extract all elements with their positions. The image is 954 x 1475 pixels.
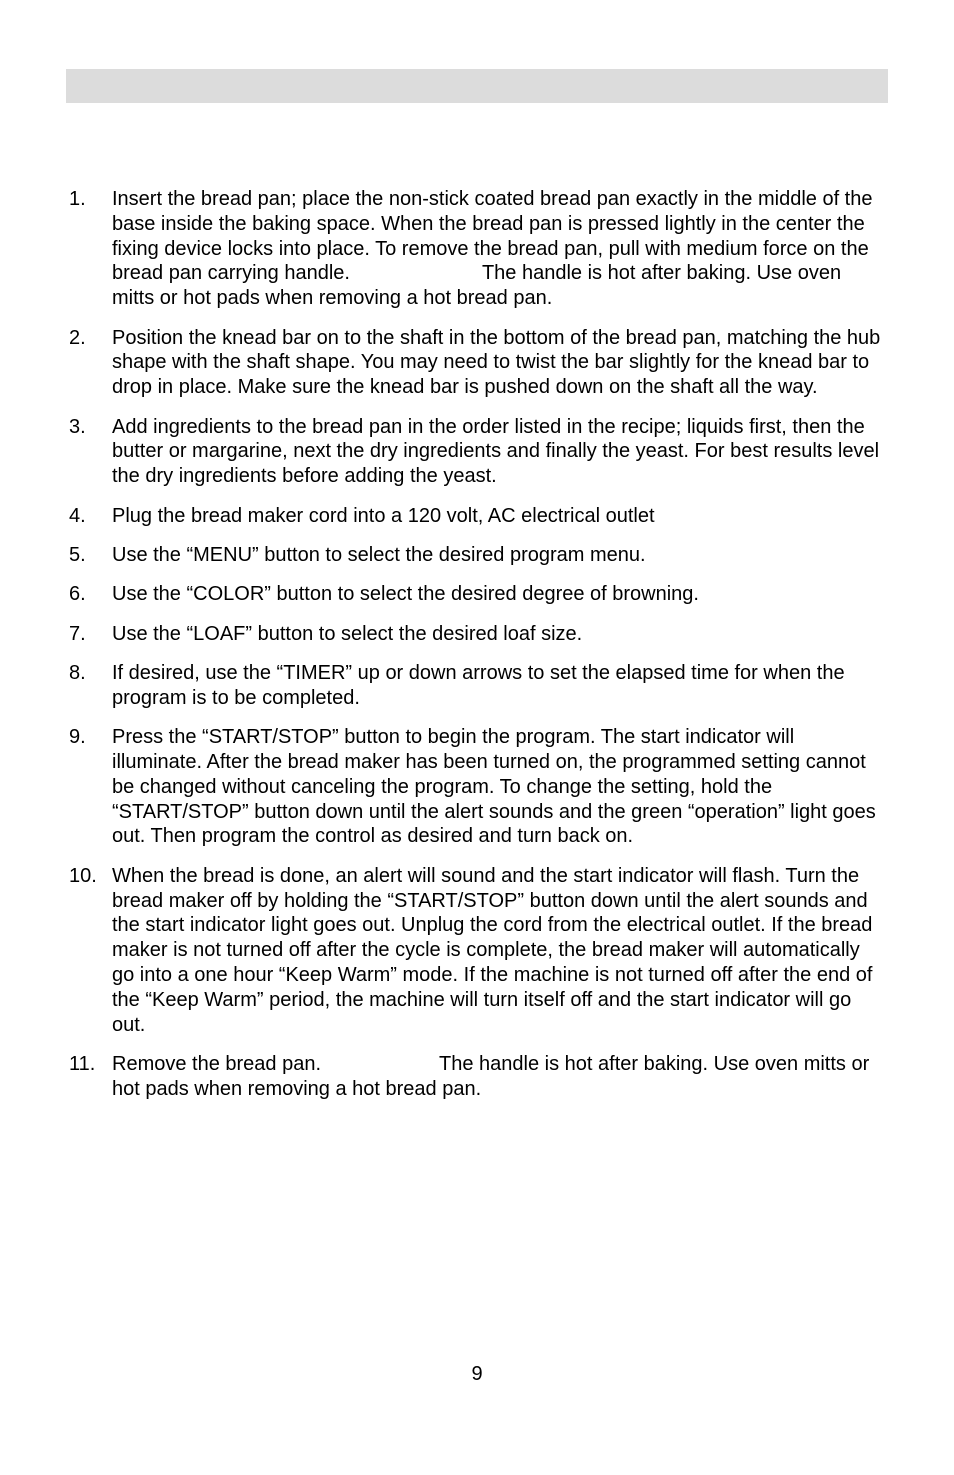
instruction-list	[69, 187, 885, 1116]
step-number: 4.	[69, 504, 86, 527]
step-text	[112, 1052, 885, 1102]
step-number: 8.	[69, 662, 86, 685]
step-number: 9.	[69, 726, 86, 749]
step-number: 1.	[69, 188, 86, 210]
step-number: 2.	[69, 326, 86, 349]
step-number: 7.	[69, 622, 86, 645]
step-number: 11.	[69, 1053, 96, 1076]
list-item	[69, 187, 885, 311]
list-item	[69, 661, 885, 711]
step-number: 6.	[69, 583, 86, 606]
step-text: Position the knead bar on to the shaft in the bottom of the bread pan, matching the hub shape with the shaft shape. You may need to twist the bar slightly for the knead bar to drop in place. Make sure the knead bar is pushed down on the shaft all the way.	[112, 326, 881, 399]
list-item	[69, 543, 885, 568]
step-number: 3.	[69, 415, 86, 438]
list-item	[69, 326, 885, 400]
list-item	[69, 864, 885, 1038]
list-item	[69, 582, 885, 607]
step-text: Use the “LOAF” button to select the desired loaf size.	[112, 622, 583, 645]
step-text-part: Insert the bread pan; place the non-stick coated bread pan exactly in the middle of the base inside the baking space. When the bread pan is pressed lightly in the center the fixing device locks into place. To remove the bread pan, pull with medium force on the bread pan carrying handle.	[112, 188, 873, 285]
list-item	[69, 504, 885, 529]
step-number: 5.	[69, 543, 86, 566]
step-text: When the bread is done, an alert will sound and the start indicator will flash. Turn the bread maker off by holding the “START/STOP” button down until the alert sounds and the start indicator light goes out. Unplug the cord from the electrical outlet. If the bread maker is not turned off after the cycle is complete, the bread maker will automatically go into a one hour “Keep Warm” mode. If the machine is not turned off after the end of the “Keep Warm” period, the machine will turn itself off and the start indicator will go out.	[112, 864, 873, 1036]
step-text: Use the “MENU” button to select the desired program menu.	[112, 543, 646, 566]
step-text: If desired, use the “TIMER” up or down arrows to set the elapsed time for when the program is to be completed.	[112, 662, 845, 709]
step-text-part: Remove the bread pan.	[112, 1053, 322, 1076]
step-number: 10.	[69, 864, 97, 887]
step-text-part: The handle is hot after baking. Use oven mitts or hot pads when removing a hot bread pan.	[112, 1053, 870, 1100]
section-header-bar	[66, 69, 888, 103]
step-text: Add ingredients to the bread pan in the order listed in the recipe; liquids first, then the butter or margarine, next the dry ingredients and finally the yeast. For best results level the dry ingredients before adding the yeast.	[112, 415, 880, 488]
page-number: 9	[471, 1363, 483, 1385]
list-item	[69, 1052, 885, 1102]
step-text	[112, 187, 885, 311]
list-item	[69, 622, 885, 647]
list-item	[69, 415, 885, 489]
step-text: Plug the bread maker cord into a 120 volt, AC electrical outlet	[112, 504, 655, 527]
step-text: Use the “COLOR” button to select the desired degree of browning.	[112, 583, 699, 606]
step-text: Press the “START/STOP” button to begin the program. The start indicator will illuminate. After the bread maker has been turned on, the programmed setting cannot be changed without canceling the program. To change the setting, hold the “START/STOP” button down until the alert sounds and the green “operation” light goes out. Then program the control as desired and turn back on.	[112, 726, 876, 848]
list-item	[69, 725, 885, 849]
step-text-part: The handle is hot after baking. Use oven mitts or hot pads when removing a hot bread pan.	[112, 262, 842, 310]
